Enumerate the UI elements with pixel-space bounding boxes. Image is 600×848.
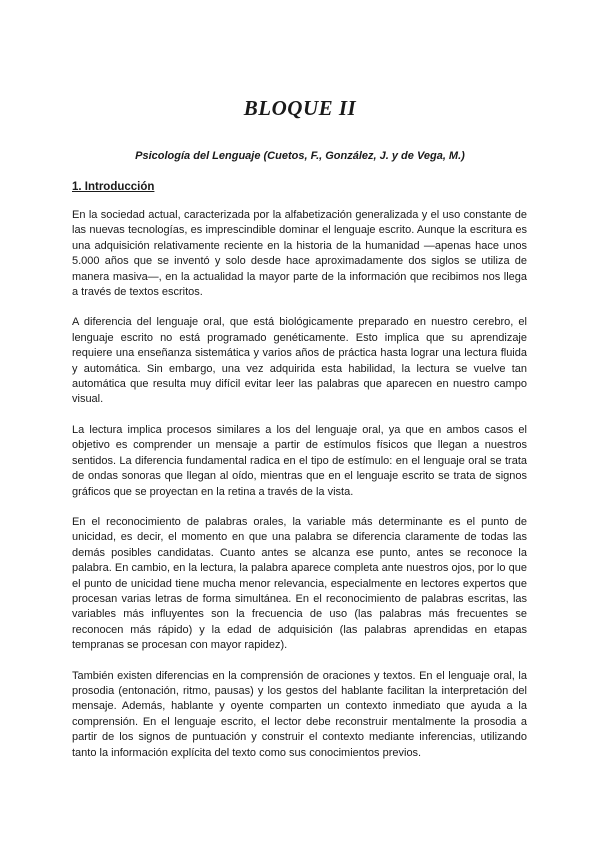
paragraph: La lectura implica procesos similares a los del lenguaje oral, ya que en ambos casos el objetivo es comprender un mensaje a partir de estímulos físicos que llegan a nuestros sentidos. La diferencia fundamental radica en el tipo de estímulo: en el lenguaje oral se trata de ondas sonoras que llegan al oído, mientras que en el lenguaje escrito se trata de signos gráficos que se proyectan en la retina a través de la vista. bbox=[72, 423, 527, 498]
paragraph: En el reconocimiento de palabras orales, la variable más determinante es el punto de unicidad, es decir, el momento en que una palabra se diferencia claramente de todas las demás posibles candidatas. Cuanto antes se alcanza ese punto, antes se reconoce la palabra. En cambio, en la lectura, la palabra aparece completa ante nuestros ojos, por lo que el punto de unicidad tiene mucha menor relevancia, especialmente en lectores expertos que procesan varias letras de forma simultánea. En el reconocimiento de palabras escritas, las variables más influyentes son la frecuencia de uso (las palabras más frecuentes se reconocen más rápido) y la edad de adquisición (las palabras aprendidas en etapas tempranas se procesan con mayor rapidez). bbox=[72, 515, 527, 652]
document-title: BLOQUE II bbox=[243, 96, 357, 120]
document-subtitle: Psicología del Lenguaje (Cuetos, F., González, J. y de Vega, M.) bbox=[135, 150, 465, 162]
paragraph: A diferencia del lenguaje oral, que está biológicamente preparado en nuestro cerebro, el lenguaje escrito no está programado genéticamente. Esto implica que su aprendizaje requiere una enseñanza sistemática y varios años de práctica hasta lograr una lectura fluida y automática. Sin embargo, una vez adquirida esta habilidad, la lectura se vuelve tan automática que resulta muy difícil evitar leer las palabras que aparecen en nuestro campo visual. bbox=[72, 316, 527, 406]
body-text bbox=[72, 208, 527, 776]
section-heading: 1. Introducción bbox=[72, 181, 155, 193]
paragraph: En la sociedad actual, caracterizada por la alfabetización generalizada y el uso constante de las nuevas tecnologías, es imprescindible dominar el lenguaje escrito. Aunque la escritura es una adquisición relativamente reciente en la historia de la humanidad —apenas hace unos 5.000 años que se inventó y solo desde hace aproximadamente dos siglos se utiliza de manera masiva—, en la actualidad la mayor parte de la información que recibimos nos llega a través de textos escritos. bbox=[72, 209, 527, 299]
paragraph: También existen diferencias en la comprensión de oraciones y textos. En el lenguaje oral, la prosodia (entonación, ritmo, pausas) y los gestos del hablante facilitan la interpretación del mensaje. Además, hablante y oyente comparten un contexto inmediato que ayuda a la comprensión. En el lenguaje escrito, el lector debe reconstruir mentalmente la prosodia a partir de los signos de puntuación y construir el contexto mediante inferencias, utilizando tanto la información explícita del texto como sus conocimientos previos. bbox=[72, 669, 527, 759]
